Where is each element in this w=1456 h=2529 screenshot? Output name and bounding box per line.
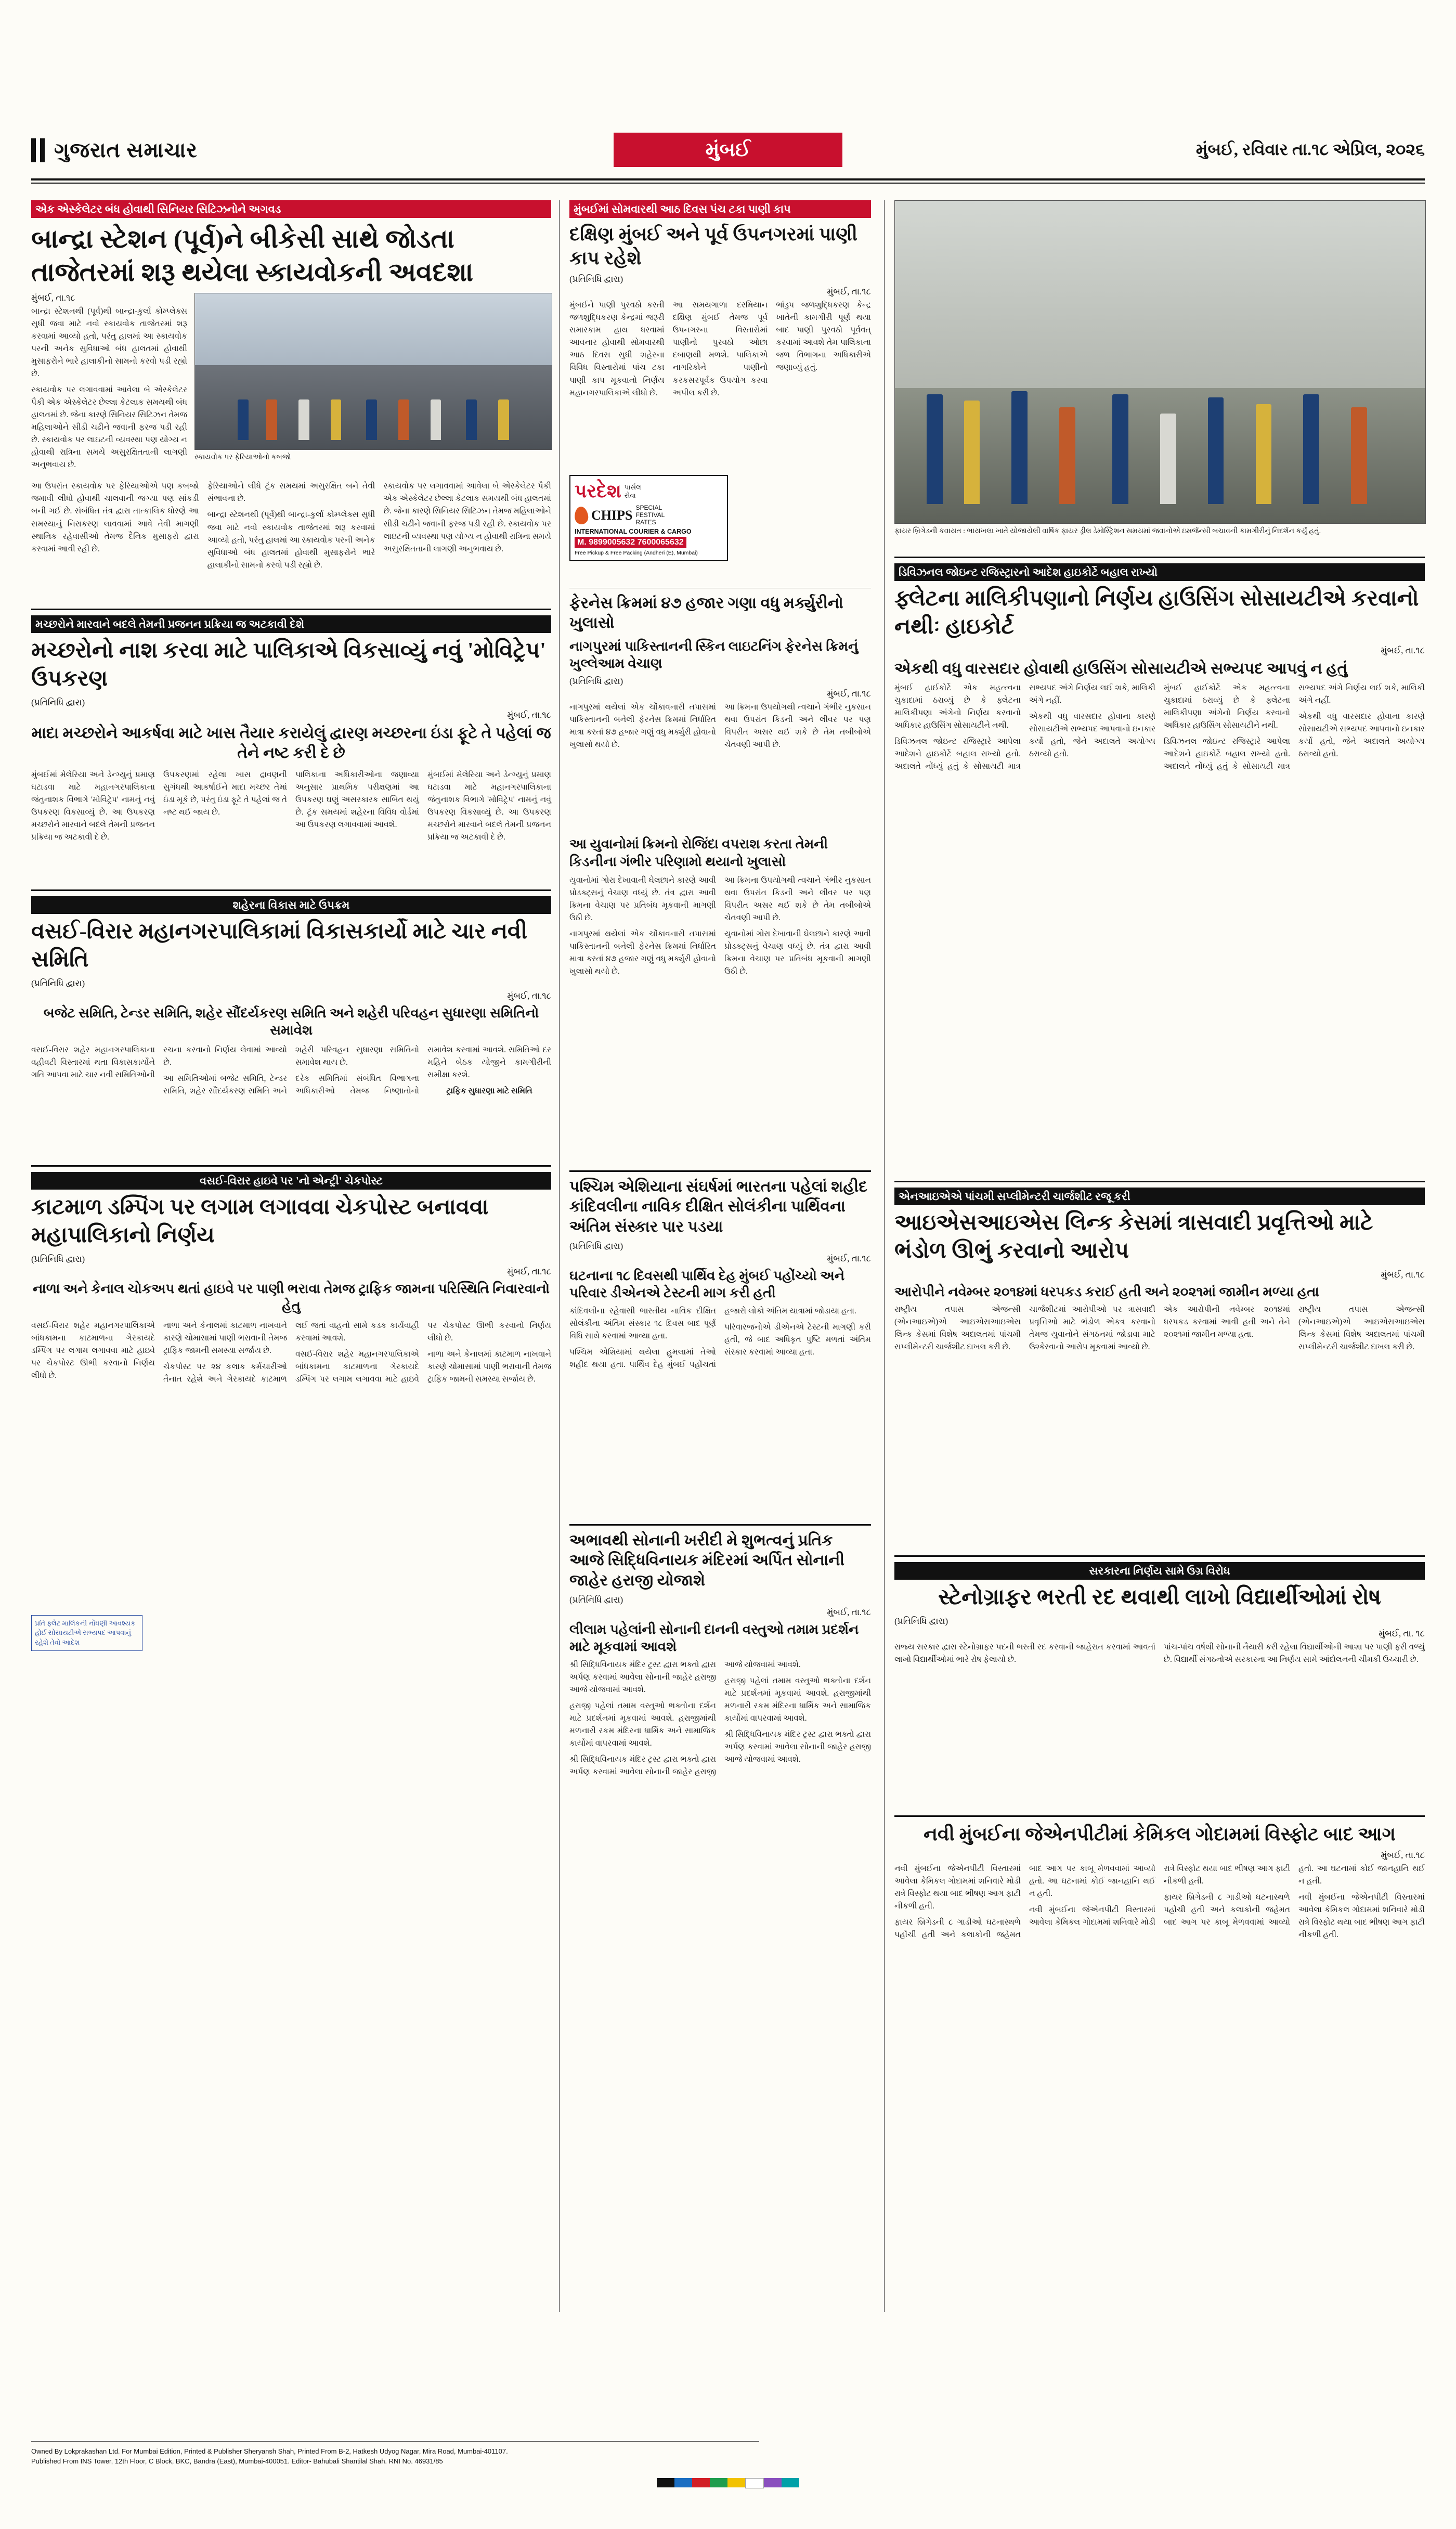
registration-color-bar xyxy=(657,2478,799,2488)
color-swatch xyxy=(782,2478,799,2487)
article-housing-subhead: એકથી વધુ વારસદાર હોવાથી હાઉસિંગ સોસાયટીએ સભ્યપદ આપવું ન હતું xyxy=(894,660,1348,677)
dateline: મુંબઈ, રવિવાર તા.૧૮ એપ્રિલ, ૨૦૨૬ xyxy=(1195,140,1425,159)
article-checkpost xyxy=(31,1160,551,1651)
article-jnpt-body: નવી મુંબઈના જેએનપીટી વિસ્તારમાં આવેલા કેમિકલ ગોદામમાં શનિવારે મોડી રાત્રે વિસ્ફોટ થયા બાદ ભીષણ આગ ફાટી નીકળી હતી. ફાયર બ્રિગેડની ૮ ગાડીઓ ઘટનાસ્થળે પહોંચી હતી અને કલાકોની જહેમત બાદ આગ પર કાબૂ મેળવવામાં આવ્યો હતો. આ ઘટનામાં કોઈ જાનહાનિ થઈ ન હતી. નવી મુંબઈના જેએનપીટી વિસ્તારમાં આવેલા કેમિકલ ગોદામમાં શનિવારે મોડી રાત્રે વિસ્ફોટ થયા બાદ ભીષણ આગ ફાટી નીકળી હતી. ફાયર બ્રિગેડની ૮ ગાડીઓ ઘટનાસ્થળે પહોંચી હતી અને કલાકોની જહેમત બાદ આગ પર કાબૂ મેળવવામાં આવ્યો હતો. આ ઘટનામાં કોઈ જાનહાનિ થઈ ન હતી. નવી મુંબઈના જેએનપીટી વિસ્તારમાં આવેલા કેમિકલ ગોદામમાં શનિવારે મોડી રાત્રે વિસ્ફોટ થયા બાદ ભીષણ આગ ફાટી નીકળી હતી. xyxy=(894,1864,1425,1940)
article-fairness-cream xyxy=(569,583,871,1197)
photo-fire-drill-block xyxy=(894,200,1425,537)
color-swatch xyxy=(745,2478,764,2488)
article-vvmc-standfirst: બજેટ સમિતિ, ટેન્ડર સમિતિ, શહેર સૌંદર્યકરણ સમિતિ અને શહેરી પરિવહન સુધારણા સમિતિનો સમાવેશ xyxy=(43,1005,539,1038)
article-gold-auction xyxy=(569,1519,871,2221)
article-mosquito xyxy=(31,603,551,844)
article-gold-auction-headline: અભાવથી સોનાની ખરીદી મે શુભત્વનું પ્રતિક આજે સિદ્ધિવિનાયક મંદિરમાં અર્પિત સોનાની જાહેર હરાજી યોજાશે xyxy=(569,1532,845,1589)
article-skywalk-body-1: બાન્દ્રા સ્ટેશનથી (પૂર્વ)થી બાન્દ્રા-કુર્લા કોમ્પ્લેક્સ સુધી જવા માટે નવો સ્કાયવોક તાજેતરમાં શરૂ કરવામાં આવ્યો હતો, પરંતુ હાલમાં આ સ્કાયવોક પરની અનેક સુવિધાઓ બંધ હાલતમાં હોવાથી મુસાફરોને ભારે હાલાકીનો સામનો કરવો પડી રહ્યો છે. સ્કાયવોક પર લગાવવામાં આવેલા બે એસ્કેલેટર પૈકી એક એસ્કેલેટર છેલ્લા કેટલાક સમયથી બંધ હાલતમાં છે. જેના કારણે સિનિયર સિટિઝન તેમજ મહિલાઓને સીડી ચઢીને જવાની ફરજ પડી રહી છે. સ્કાયવોક પર લાઇટની વ્યવસ્થા પણ યોગ્ય ન હોવાથી રાત્રિના સમયે અસુરક્ષિતતાની લાગણી અનુભવાય છે. xyxy=(31,307,187,470)
article-water-cut-dateline: મુંબઈ, તા.૧૮ xyxy=(827,287,871,297)
article-vvmc-committees xyxy=(31,884,551,1098)
column-divider-2 xyxy=(884,200,885,2312)
article-nia-headline: આઇએસઆઇએસ લિન્ક કેસમાં ત્રાસવાદી પ્રવૃત્તિઓ માટે ભંડોળ ઊભું કરવાનો આરોપ xyxy=(894,1211,1373,1263)
article-steno-body: રાજ્ય સરકાર દ્વારા સ્ટેનોગ્રાફર પદની ભરતી રદ કરવાની જાહેરાત કરવામાં આવતાં લાખો વિદ્યાર્થીઓમાં ભારે રોષ ફેલાયો છે. પાંચ-પાંચ વર્ષથી સોનાની તૈયારી કરી રહેલા વિદ્યાર્થીઓની આશા પર પાણી ફરી વળ્યું છે. વિદ્યાર્થી સંગઠનોએ સરકારના આ નિર્ણય સામે આંદોલનની ચીમકી ઉચ્ચારી છે. xyxy=(894,1643,1425,1665)
ad-phone[interactable]: M. 9899005632 7600065632 xyxy=(575,537,686,548)
article-jnpt-byline: મુંબઈ, તા.૧૮ xyxy=(1381,1850,1425,1861)
article-steno-headline: સ્ટેનોગ્રાફર ભરતી રદ થવાથી લાખો વિદ્યાર્થીઓમાં રોષ xyxy=(938,1585,1381,1610)
masthead xyxy=(31,133,1425,190)
article-fairness-cream-body: નાગપુરમાં થયેલાં એક ચોંકાવનારી તપાસમાં પાકિસ્તાનની બનેલી ફેરનેસ ક્રિમમાં નિર્ધારિત માત્રા કરતાં ૪૭ હજાર ગણું વધુ મર્ક્યુરી હોવાનો ખુલાસો થયો છે. આ ક્રિમના ઉપયોગથી ત્વચાને ગંભીર નુકસાન થવા ઉપરાંત કિડની અને લીવર પર પણ વિપરીત અસર થઈ શકે છે તેમ તબીબોએ ચેતવણી આપી છે. xyxy=(569,703,871,750)
ad-festival: SPECIAL FESTIVAL RATES xyxy=(635,504,665,526)
article-fairness-cream-byline: (પ્રતિનિધિ દ્વારા) xyxy=(569,676,623,687)
article-checkpost-byline: (પ્રતિનિધિ દ્વારા) xyxy=(31,1254,85,1264)
article-fairness-cream-body-2: યુવાનોમાં ગોરા દેખાવાની ઘેલછાને કારણે આવી પ્રોડક્ટ્સનું વેચાણ વધ્યું છે. તંત્ર દ્વારા આવી ક્રિમના વેચાણ પર પ્રતિબંધ મૂકવાની માગણી ઉઠી છે. નાગપુરમાં થયેલાં એક ચોંકાવનારી તપાસમાં પાકિસ્તાનની બનેલી ફેરનેસ ક્રિમમાં નિર્ધારિત માત્રા કરતાં ૪૭ હજાર ગણું વધુ મર્ક્યુરી હોવાનો ખુલાસો થયો છે. આ ક્રિમના ઉપયોગથી ત્વચાને ગંભીર નુકસાન થવા ઉપરાંત કિડની અને લીવર પર પણ વિપરીત અસર થઈ શકે છે તેમ તબીબોએ ચેતવણી આપી છે. યુવાનોમાં ગોરા દેખાવાની ઘેલછાને કારણે આવી પ્રોડક્ટ્સનું વેચાણ વધ્યું છે. તંત્ર દ્વારા આવી ક્રિમના વેચાણ પર પ્રતિબંધ મૂકવાની માગણી ઉઠી છે. xyxy=(569,875,871,976)
footer-line-1: Owned By Lokprakashan Ltd. For Mumbai Edition, Printed & Publisher Sheryansh Shah, Printed From B-2, Hatkesh Udyog Nagar, Mira Road, Mumbai-401107. xyxy=(31,2447,508,2456)
article-sailor-funeral-dateline: મુંબઈ, તા.૧૮ xyxy=(827,1254,871,1264)
color-swatch xyxy=(710,2478,727,2487)
article-checkpost-kicker: વસઈ-વિરાર હાઇવે પર 'નો એન્ટ્રી' ચેકપોસ્ટ xyxy=(31,1172,551,1190)
edition-badge xyxy=(614,133,842,167)
article-gold-auction-byline: (પ્રતિનિધિ દ્વારા) xyxy=(569,1595,623,1605)
article-housing-headline: ફ્લેટના માલિકીપણાનો નિર્ણય હાઉસિંગ સોસાયટીએ કરવાનો નથીઃ હાઇકોર્ટ xyxy=(894,587,1419,639)
article-fairness-cream-note: આ યુવાનોમાં ક્રિમનો રોજિંદા વપરાશ કરતા તેમની કિડનીના ગંભીર પરિણામો થયાનો ખુલાસો xyxy=(569,836,828,869)
footer-line-2: Published From INS Tower, 12th Floor, C Block, BKC, Bandra (East), Mumbai-400051. Editor- Bahubali Shantilal Shah. RNI No. 46931/85 xyxy=(31,2457,443,2466)
article-skywalk-kicker: એક એસ્કેલેટર બંધ હોવાથી સિનિયર સિટિઝનોને અગવડ xyxy=(31,200,551,218)
article-nia-standfirst: આરોપીને નવેમ્બર ૨૦૧૪માં ધરપકડ કરાઈ હતી અને ૨૦૨૧માં જામીન મળ્યા હતા xyxy=(894,1284,1319,1299)
article-mosquito-headline: મચ્છરોનો નાશ કરવા માટે પાલિકાએ વિકસાવ્યું નવું 'મોવિટ્રેપ' ઉપકરણ xyxy=(31,639,546,691)
article-mosquito-byline: (પ્રતિનિધિ દ્વારા) xyxy=(31,697,85,707)
photo-skywalk-caption: સ્કાયવોક પર ફેરિયાઓનો કબજો xyxy=(194,454,291,462)
article-steno-dateline: મુંબઈ, તા. ૧૮ xyxy=(1379,1629,1425,1638)
article-steno-kicker: સરકારના નિર્ણય સામે ઉગ્ર વિરોધ xyxy=(894,1562,1425,1580)
article-mosquito-standfirst: માદા મચ્છરોને આકર્ષવા માટે ખાસ તૈયાર કરાયેલું દ્વારણ મચ્છરના ઇંડા ફૂટે તે પહેલાં જ તેને નષ્ટ કરી દે છે xyxy=(31,724,551,762)
article-mosquito-dateline: મુંબઈ, તા.૧૮ xyxy=(507,709,551,720)
footer-imprint xyxy=(31,2436,759,2467)
article-water-cut-headline: દક્ષિણ મુંબઈ અને પૂર્વ ઉપનગરમાં પાણી કાપ રહેશે xyxy=(569,224,857,269)
article-vvmc-headline: વસઈ-વિરાર મહાનગરપાલિકામાં વિકાસકાર્યો માટે ચાર નવી સમિતિ xyxy=(31,920,528,972)
article-fairness-cream-headline: ફેરનેસ ક્રિમમાં ૪૭ હજાર ગણા વધુ મર્ક્યુરીનો ખુલાસો xyxy=(569,595,843,632)
flame-icon xyxy=(574,506,589,525)
article-sailor-funeral xyxy=(569,1165,871,1477)
article-housing-body: મુંબઈ હાઈકોર્ટે એક મહત્ત્વના ચુકાદામાં ઠરાવ્યું છે કે ફ્લેટના માલિકીપણા અંગેનો નિર્ણય કરવાનો અધિકાર હાઉસિંગ સોસાયટીને નથી. ડિવિઝનલ જોઇન્ટ રજિસ્ટ્રારે આપેલા આદેશને હાઇકોર્ટે બહાલ રાખ્યો હતો. અદાલતે નોંધ્યું હતું કે સોસાયટી માત્ર સભ્યપદ અંગે નિર્ણય લઈ શકે, માલિકી અંગે નહીં. એકથી વધુ વારસદાર હોવાના કારણે સોસાયટીએ સભ્યપદ આપવાનો ઇનકાર કર્યો હતો, જેને અદાલતે અયોગ્ય ઠરાવ્યો હતો. મુંબઈ હાઈકોર્ટે એક મહત્ત્વના ચુકાદામાં ઠરાવ્યું છે કે ફ્લેટના માલિકીપણા અંગેનો નિર્ણય કરવાનો અધિકાર હાઉસિંગ સોસાયટીને નથી. ડિવિઝનલ જોઇન્ટ રજિસ્ટ્રારે આપેલા આદેશને હાઇકોર્ટે બહાલ રાખ્યો હતો. અદાલતે નોંધ્યું હતું કે સોસાયટી માત્ર સભ્યપદ અંગે નિર્ણય લઈ શકે, માલિકી અંગે નહીં. એકથી વધુ વારસદાર હોવાના કારણે સોસાયટીએ સભ્યપદ આપવાનો ઇનકાર કર્યો હતો, જેને અદાલતે અયોગ્ય ઠરાવ્યો હતો. xyxy=(894,683,1425,771)
article-sailor-funeral-body: કાંદિવલીના રહેવાસી ભારતીય નાવિક દીક્ષિત સોલંકીના અંતિમ સંસ્કાર ૧૮ દિવસ બાદ પૂર્ણ વિધિ સાથે કરવામાં આવ્યા હતા. પશ્ચિમ એશિયામાં થયેલા હુમલામાં તેઓ શહીદ થયા હતા. પાર્થિવ દેહ મુંબઈ પહોંચતાં હજારો લોકો અંતિમ યાત્રામાં જોડાયા હતા. પરિવારજનોએ ડીએનએ ટેસ્ટની માગણી કરી હતી, જે બાદ અધિકૃત પુષ્ટિ મળતાં અંતિમ સંસ્કાર કરવામાં આવ્યા હતા. xyxy=(569,1306,871,1369)
column-divider-1 xyxy=(559,200,560,2312)
article-sailor-funeral-byline: (પ્રતિનિધિ દ્વારા) xyxy=(569,1241,623,1251)
article-nia-byline: મુંબઈ, તા.૧૮ xyxy=(1381,1269,1425,1280)
article-housing-kicker: ડિવિઝનલ જોઇન્ટ રજિસ્ટ્રારનો આદેશ હાઇકોર્ટે બહાલ રાખ્યો xyxy=(894,563,1425,581)
article-mosquito-kicker: મચ્છરોને મારવાને બદલે તેમની પ્રજનન પ્રક્રિયા જ અટકાવી દેશે xyxy=(31,615,551,633)
color-swatch xyxy=(657,2478,674,2487)
masthead-logo xyxy=(31,138,198,162)
photo-fire-drill-caption: ફાયર બ્રિગેડની કવાયત : ભાયખલા ખાતે યોજાયેલી વાર્ષિક ફાયર ડ્રીલ ડેમોસ્ટ્રિેશન સમયમાં જવાનોએ ઇમર્જન્સી બચાવની કામગીરીનું નિદર્શન કર્યું હતું. xyxy=(894,527,1321,535)
article-vvmc-dateline: મુંબઈ, તા.૧૮ xyxy=(507,990,551,1001)
color-swatch xyxy=(692,2478,710,2487)
article-nia-kicker: એનઆઇએએ પાંચમી સપ્લીમેન્ટરી ચાર્જશીટ રજૂ કરી xyxy=(894,1188,1425,1205)
color-swatch xyxy=(764,2478,782,2487)
article-stenographer xyxy=(894,1550,1425,1756)
article-water-cut-body: મુંબઈને પાણી પુરવઠો કરતી જળશુદ્ધિકરણ કેન્દ્રમાં જરૂરી સમારકામ હાથ ધરવામાં આવનાર હોવાથી સોમવારથી આઠ દિવસ સુધી શહેરના વિવિધ વિસ્તારોમાં પાંચ ટકા પાણી કાપ મૂકવાનો નિર્ણય મહાનગરપાલિકાએ લીધો છે. આ સમયગાળા દરમિયાન દક્ષિણ મુંબઈ તેમજ પૂર્વ ઉપનગરના વિસ્તારોમાં પાણીનો પુરવઠો ઓછા દબાણથી મળશે. પાલિકાએ નાગરિકોને પાણીનો કરકસરપૂર્વક ઉપયોગ કરવા અપીલ કરી છે. ભાંડુપ જળશુદ્ધિકરણ કેન્દ્ર ખાતેની કામગીરી પૂર્ણ થયા બાદ પાણી પુરવઠો પૂર્વવત્ કરવામાં આવશે તેમ પાલિકાના જળ વિભાગના અધિકારીએ જણાવ્યું હતું. xyxy=(569,301,871,397)
article-gold-auction-body: શ્રી સિદ્ધિવિનાયક મંદિર ટ્રસ્ટ દ્વારા ભક્તો દ્વારા અર્પણ કરવામાં આવેલા સોનાની જાહેર હરાજી આજે યોજવામાં આવશે. હરાજી પહેલાં તમામ વસ્તુઓ ભક્તોના દર્શન માટે પ્રદર્શનમાં મૂકવામાં આવશે. હરાજીમાંથી મળનારી રકમ મંદિરના ધાર્મિક અને સામાજિક કાર્યોમાં વાપરવામાં આવશે. શ્રી સિદ્ધિવિનાયક મંદિર ટ્રસ્ટ દ્વારા ભક્તો દ્વારા અર્પણ કરવામાં આવેલા સોનાની જાહેર હરાજી આજે યોજવામાં આવશે. હરાજી પહેલાં તમામ વસ્તુઓ ભક્તોના દર્શન માટે પ્રદર્શનમાં મૂકવામાં આવશે. હરાજીમાંથી મળનારી રકમ મંદિરના ધાર્મિક અને સામાજિક કાર્યોમાં વાપરવામાં આવશે. શ્રી સિદ્ધિવિનાયક મંદિર ટ્રસ્ટ દ્વારા ભક્તો દ્વારા અર્પણ કરવામાં આવેલા સોનાની જાહેર હરાજી આજે યોજવામાં આવશે. xyxy=(569,1660,871,1776)
article-checkpost-body: વસઈ-વિરાર શહેર મહાનગરપાલિકાએ બાંધકામના કાટમાળના ગેરકાયદે ડમ્પિંગ પર લગામ લગાવવા માટે હાઇવે પર ચેકપોસ્ટ ઊભી કરવાનો નિર્ણય લીધો છે. નાળા અને કેનાલમાં કાટમાળ નાખવાને કારણે ચોમાસામાં પાણી ભરાવાની તેમજ ટ્રાફિક જામની સમસ્યા સર્જાય છે. ચેકપોસ્ટ પર ૨૪ કલાક કર્મચારીઓ તૈનાત રહેશે અને ગેરકાયદે કાટમાળ લઈ જતાં વાહનો સામે કડક કાર્યવાહી કરવામાં આવશે. વસઈ-વિરાર શહેર મહાનગરપાલિકાએ બાંધકામના કાટમાળના ગેરકાયદે ડમ્પિંગ પર લગામ લગાવવા માટે હાઇવે પર ચેકપોસ્ટ ઊભી કરવાનો નિર્ણય લીધો છે. નાળા અને કેનાલમાં કાટમાળ નાખવાને કારણે ચોમાસામાં પાણી ભરાવાની તેમજ ટ્રાફિક જામની સમસ્યા સર્જાય છે. xyxy=(31,1321,551,1384)
color-swatch xyxy=(674,2478,692,2487)
article-skywalk-body-2: આ ઉપરાંત સ્કાયવોક પર ફેરિયાઓએ પણ કબજો જમાવી લીધો હોવાથી ચાલવાની જગ્યા પણ સાંકડી બની ગઈ છે. સંબંધિત તંત્ર દ્વારા તાત્કાલિક ધોરણે આ સમસ્યાનું નિરાકરણ લાવવામાં આવે તેવી માગણી સ્થાનિક રહેવાસીઓ તેમજ દૈનિક મુસાફરો દ્વારા કરવામાં આવી રહી છે. ફેરિયાઓને લીધે ટૂંક સમયમાં અસુરક્ષિત બને તેવી સંભાવના છે. બાન્દ્રા સ્ટેશનથી (પૂર્વ)થી બાન્દ્રા-કુર્લા કોમ્પ્લેક્સ સુધી જવા માટે નવો સ્કાયવોક તાજેતરમાં શરૂ કરવામાં આવ્યો હતો, પરંતુ હાલમાં આ સ્કાયવોક પરની અનેક સુવિધાઓ બંધ હાલતમાં હોવાથી મુસાફરોને ભારે હાલાકીનો સામનો કરવો પડી રહ્યો છે. સ્કાયવોક પર લગાવવામાં આવેલા બે એસ્કેલેટર પૈકી એક એસ્કેલેટર છેલ્લા કેટલાક સમયથી બંધ હાલતમાં છે. જેના કારણે સિનિયર સિટિઝન તેમજ મહિલાઓને સીડી ચઢીને જવાની ફરજ પડી રહી છે. સ્કાયવોક પર લાઇટની વ્યવસ્થા પણ યોગ્ય ન હોવાથી રાત્રિના સમયે અસુરક્ષિતતાની લાગણી અનુભવાય છે. xyxy=(31,482,551,570)
article-jnpt-headline: નવી મુંબઈના જેએનપીટીમાં કેમિકલ ગોદામમાં વિસ્ફોટ બાદ આગ xyxy=(924,1824,1396,1844)
article-fairness-cream-subhead: નાગપુરમાં પાકિસ્તાનની સ્કિન લાઇટનિંગ ફેરનેસ ક્રિમનું ખુલ્લેઆમ વેચાણ xyxy=(569,638,859,672)
article-skywalk-byline: મુંબઈ, તા.૧૮ xyxy=(31,293,75,303)
stamp-note: પ્રતિ ફ્લેટ માલિકની નોંધણી આવશ્યક હોઈ સોસાયટીએ સભ્યપદ આપવાનું રહેશે તેવો આદેશ xyxy=(31,1615,142,1651)
article-mosquito-body: મુંબઈમાં મેલેરિયા અને ડેન્ગ્યુનું પ્રમાણ ઘટાડવા માટે મહાનગરપાલિકાના જંતુનાશક વિભાગે 'મોવિટ્રેપ' નામનું નવું ઉપકરણ વિકસાવ્યું છે. આ ઉપકરણ મચ્છરોને મારવાને બદલે તેમની પ્રજનન પ્રક્રિયા જ અટકાવી દે છે. ઉપકરણમાં રહેલા ખાસ દ્રાવણની સુગંધથી આકર્ષાઈને માદા મચ્છર તેમાં ઇંડા મૂકે છે, પરંતુ ઇંડા ફૂટે તે પહેલાં જ તે નષ્ટ થઈ જાય છે. પાલિકાના અધિકારીઓના જણાવ્યા અનુસાર પ્રાથમિક પરીક્ષણમાં આ ઉપકરણ ઘણું અસરકારક સાબિત થયું છે. ટૂંક સમયમાં શહેરના વિવિધ વોર્ડમાં આ ઉપકરણ લગાવવામાં આવશે. મુંબઈમાં મેલેરિયા અને ડેન્ગ્યુનું પ્રમાણ ઘટાડવા માટે મહાનગરપાલિકાના જંતુનાશક વિભાગે 'મોવિટ્રેપ' નામનું નવું ઉપકરણ વિકસાવ્યું છે. આ ઉપકરણ મચ્છરોને મારવાને બદલે તેમની પ્રજનન પ્રક્રિયા જ અટકાવી દે છે. xyxy=(31,770,551,842)
article-sailor-funeral-headline: પશ્ચિમ એશિયાના સંઘર્ષમાં ભારતના પહેલાં શહીદ કાંદિવલીના નાવિક દીક્ષિત સોલંકીના પાર્થિવના અંતિમ સંસ્કાર પાર પડયા xyxy=(569,1178,867,1235)
article-skywalk-headline: બાન્દ્રા સ્ટેશન (પૂર્વ)ને બીકેસી સાથે જોડતા તાજેતરમાં શરૂ થયેલા સ્કાયવોકની અવદશા xyxy=(31,224,474,287)
ad-chips: CHIPS xyxy=(591,508,633,523)
masthead-rule-2 xyxy=(31,183,1425,184)
article-water-cut xyxy=(569,200,871,561)
masthead-rule xyxy=(31,178,1425,180)
photo-skywalk xyxy=(194,293,552,450)
article-vvmc-byline: (પ્રતિનિધિ દ્વારા) xyxy=(31,978,85,988)
photo-fire-drill xyxy=(894,200,1426,524)
ad-brand-sub: પાર્સલ સેવા xyxy=(624,483,641,499)
article-vvmc-kicker: શહેરના વિકાસ માટે ઉપક્રમ xyxy=(31,896,551,914)
article-checkpost-standfirst: નાળા અને કેનાલ ચોકઅપ થતાં હાઇવે પર પાણી ભરાવા તેમજ ટ્રાફિક જામના પરિસ્થિતિ નિવારવાનો હેતુ xyxy=(33,1281,550,1314)
article-vvmc-body: વસઈ-વિરાર શહેર મહાનગરપાલિકાના વહીવટી વિસ્તારમાં થતા વિકાસકાર્યોને ગતિ આપવા માટે ચાર નવી સમિતિઓની રચના કરવાનો નિર્ણય લેવામાં આવ્યો છે. આ સમિતિઓમાં બજેટ સમિતિ, ટેન્ડર સમિતિ, શહેર સૌંદર્યકરણ સમિતિ અને શહેરી પરિવહન સુધારણા સમિતિનો સમાવેશ થાય છે. દરેક સમિતિમાં સંબંધિત વિભાગના અધિકારીઓ તેમજ નિષ્ણાતોનો સમાવેશ કરવામાં આવશે. સમિતિઓ દર મહિને બેઠક યોજીને કામગીરીની સમીક્ષા કરશે. ટ્રાફિક સુધારણા માટે સમિતિ xyxy=(31,1046,551,1096)
ad-brand: પરદેશ xyxy=(575,481,621,502)
article-sailor-funeral-standfirst: ઘટનાના ૧૮ દિવસથી પાર્થિવ દેહ મુંબઈ પહોંચ્યો અને પરિવાર ડીએનએ ટેસ્ટની માગ કરી હતી xyxy=(569,1268,845,1301)
ad-courier-line: INTERNATIONAL COURIER & CARGO xyxy=(575,527,692,535)
article-checkpost-headline: કાટમાળ ડમ્પિંગ પર લગામ લગાવવા ચેકપોસ્ટ બનાવવા મહાપાલિકાનો નિર્ણય xyxy=(31,1195,489,1247)
article-checkpost-dateline: મુંબઈ, તા.૧૮ xyxy=(507,1266,551,1276)
article-steno-byline: (પ્રતિનિધિ દ્વારા) xyxy=(894,1616,948,1626)
ad-pardesh-parcel[interactable] xyxy=(569,475,728,561)
edition-badge-label: મુંબઈ xyxy=(705,139,751,161)
article-water-cut-kicker: મુંબઈમાં સોમવારથી આઠ દિવસ પંચ ટકા પાણી કાપ xyxy=(569,200,871,218)
paper-name: ગુજરાત સમાચાર xyxy=(54,138,198,162)
article-housing-byline: મુંબઈ, તા.૧૮ xyxy=(1381,645,1425,655)
article-housing-society xyxy=(894,551,1425,1077)
article-gold-auction-standfirst: લીલામ પહેલાંની સોનાની દાનની વસ્તુઓ તમામ પ્રદર્શન માટે મૂકવામાં આવશે xyxy=(569,1622,859,1655)
article-nia-body: રાષ્ટ્રીય તપાસ એજન્સી (એનઆઇએ)એ આઇએસઆઇએસ લિન્ક કેસમાં વિશેષ અદાલતમાં પાંચમી સપ્લીમેન્ટરી ચાર્જશીટ દાખલ કરી છે. ચાર્જશીટમાં આરોપીઓ પર ત્રાસવાદી પ્રવૃત્તિઓ માટે ભંડોળ એકત્ર કરવાનો તેમજ યુવાનોને સંગઠનમાં જોડાવા માટે ઉશ્કેરવાનો આરોપ મૂકવામાં આવ્યો છે. એક આરોપીની નવેમ્બર ૨૦૧૪માં ધરપકડ કરવામાં આવી હતી અને તેને ૨૦૨૧માં જામીન મળ્યા હતા. રાષ્ટ્રીય તપાસ એજન્સી (એનઆઇએ)એ આઇએસઆઇએસ લિન્ક કેસમાં વિશેષ અદાલતમાં પાંચમી સપ્લીમેન્ટરી ચાર્જશીટ દાખલ કરી છે. xyxy=(894,1305,1425,1352)
article-gold-auction-dateline: મુંબઈ, તા.૧૮ xyxy=(827,1607,871,1618)
article-nia-chargesheet xyxy=(894,1176,1425,1522)
article-fairness-cream-dateline: મુંબઈ, તા.૧૮ xyxy=(827,689,871,699)
article-jnpt-fire xyxy=(894,1810,1425,2289)
ad-note: Free Pickup & Free Packing (Andheri (E), Mumbai) xyxy=(575,549,698,556)
article-skywalk xyxy=(31,200,551,572)
article-water-cut-byline: (પ્રતિનિધિ દ્વારા) xyxy=(569,274,623,285)
color-swatch xyxy=(727,2478,745,2487)
logo-mark-icon xyxy=(31,138,49,162)
